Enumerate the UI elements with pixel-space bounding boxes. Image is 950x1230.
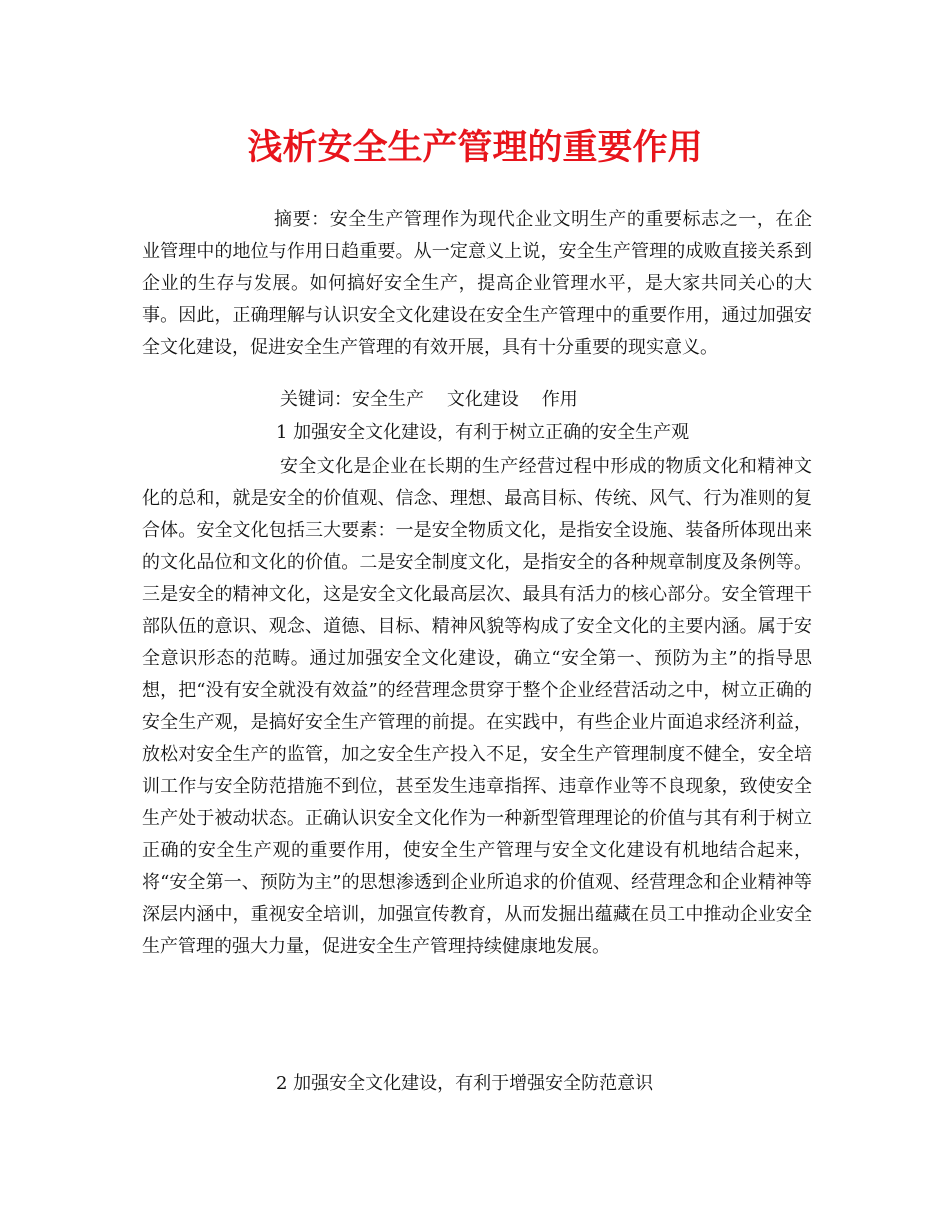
section-1-heading: 1 加强安全文化建设，有利于树立正确的安全生产观: [276, 422, 690, 443]
abstract-paragraph: 摘要：安全生产管理作为现代企业文明生产的重要标志之一，在企业管理中的地位与作用日趋重要。从一定意义上说，安全生产管理的成败直接关系到企业的生存与发展。如何搞好安全生产，提高企业管理水平，是大家共同关心的大事。因此，正确理解与认识安全文化建设在安全生产管理中的重要作用，通过加强安全文化建设，促进安全生产管理的有效开展，具有十分重要的现实意义。: [142, 209, 812, 358]
document-title: 浅析安全生产管理的重要作用: [247, 128, 703, 168]
keywords-line: 关键词：安全生产 文化建设 作用: [280, 389, 578, 410]
section-2-heading: 2 加强安全文化建设，有利于增强安全防范意识: [276, 1073, 654, 1094]
section-1-paragraph: 安全文化是企业在长期的生产经营过程中形成的物质文化和精神文化的总和，就是安全的价值观、信念、理想、最高目标、传统、风气、行为准则的复合体。安全文化包括三大要素：一是安全物质文化，是指安全设施、装备所体现出来的文化品位和文化的价值。二是安全制度文化，是指安全的各种规章制度及条例等。三是安全的精神文化，这是安全文化最高层次、最具有活力的核心部分。安全管理干部队伍的意识、观念、道德、目标、精神风貌等构成了安全文化的主要内涵。属于安全意识形态的范畴。通过加强安全文化建设，确立“安全第一、预防为主”的指导思想，把“没有安全就没有效益”的经营理念贯穿于整个企业经营活动之中，树立正确的安全生产观，是搞好安全生产管理的前提。在实践中，有些企业片面追求经济利益，放松对安全生产的监管，加之安全生产投入不足，安全生产管理制度不健全，安全培训工作与安全防范措施不到位，甚至发生违章指挥、违章作业等不良现象，致使安全生产处于被动状态。正确认识安全文化作为一种新型管理理论的价值与其有利于树立正确的安全生产观的重要作用，使安全生产管理与安全文化建设有机地结合起来，将“安全第一、预防为主”的思想渗透到企业所追求的价值观、经营理念和企业精神等深层内涵中，重视安全培训，加强宣传教育，从而发掘出蕴藏在员工中推动企业安全生产管理的强大力量，促进安全生产管理持续健康地发展。: [142, 456, 812, 957]
